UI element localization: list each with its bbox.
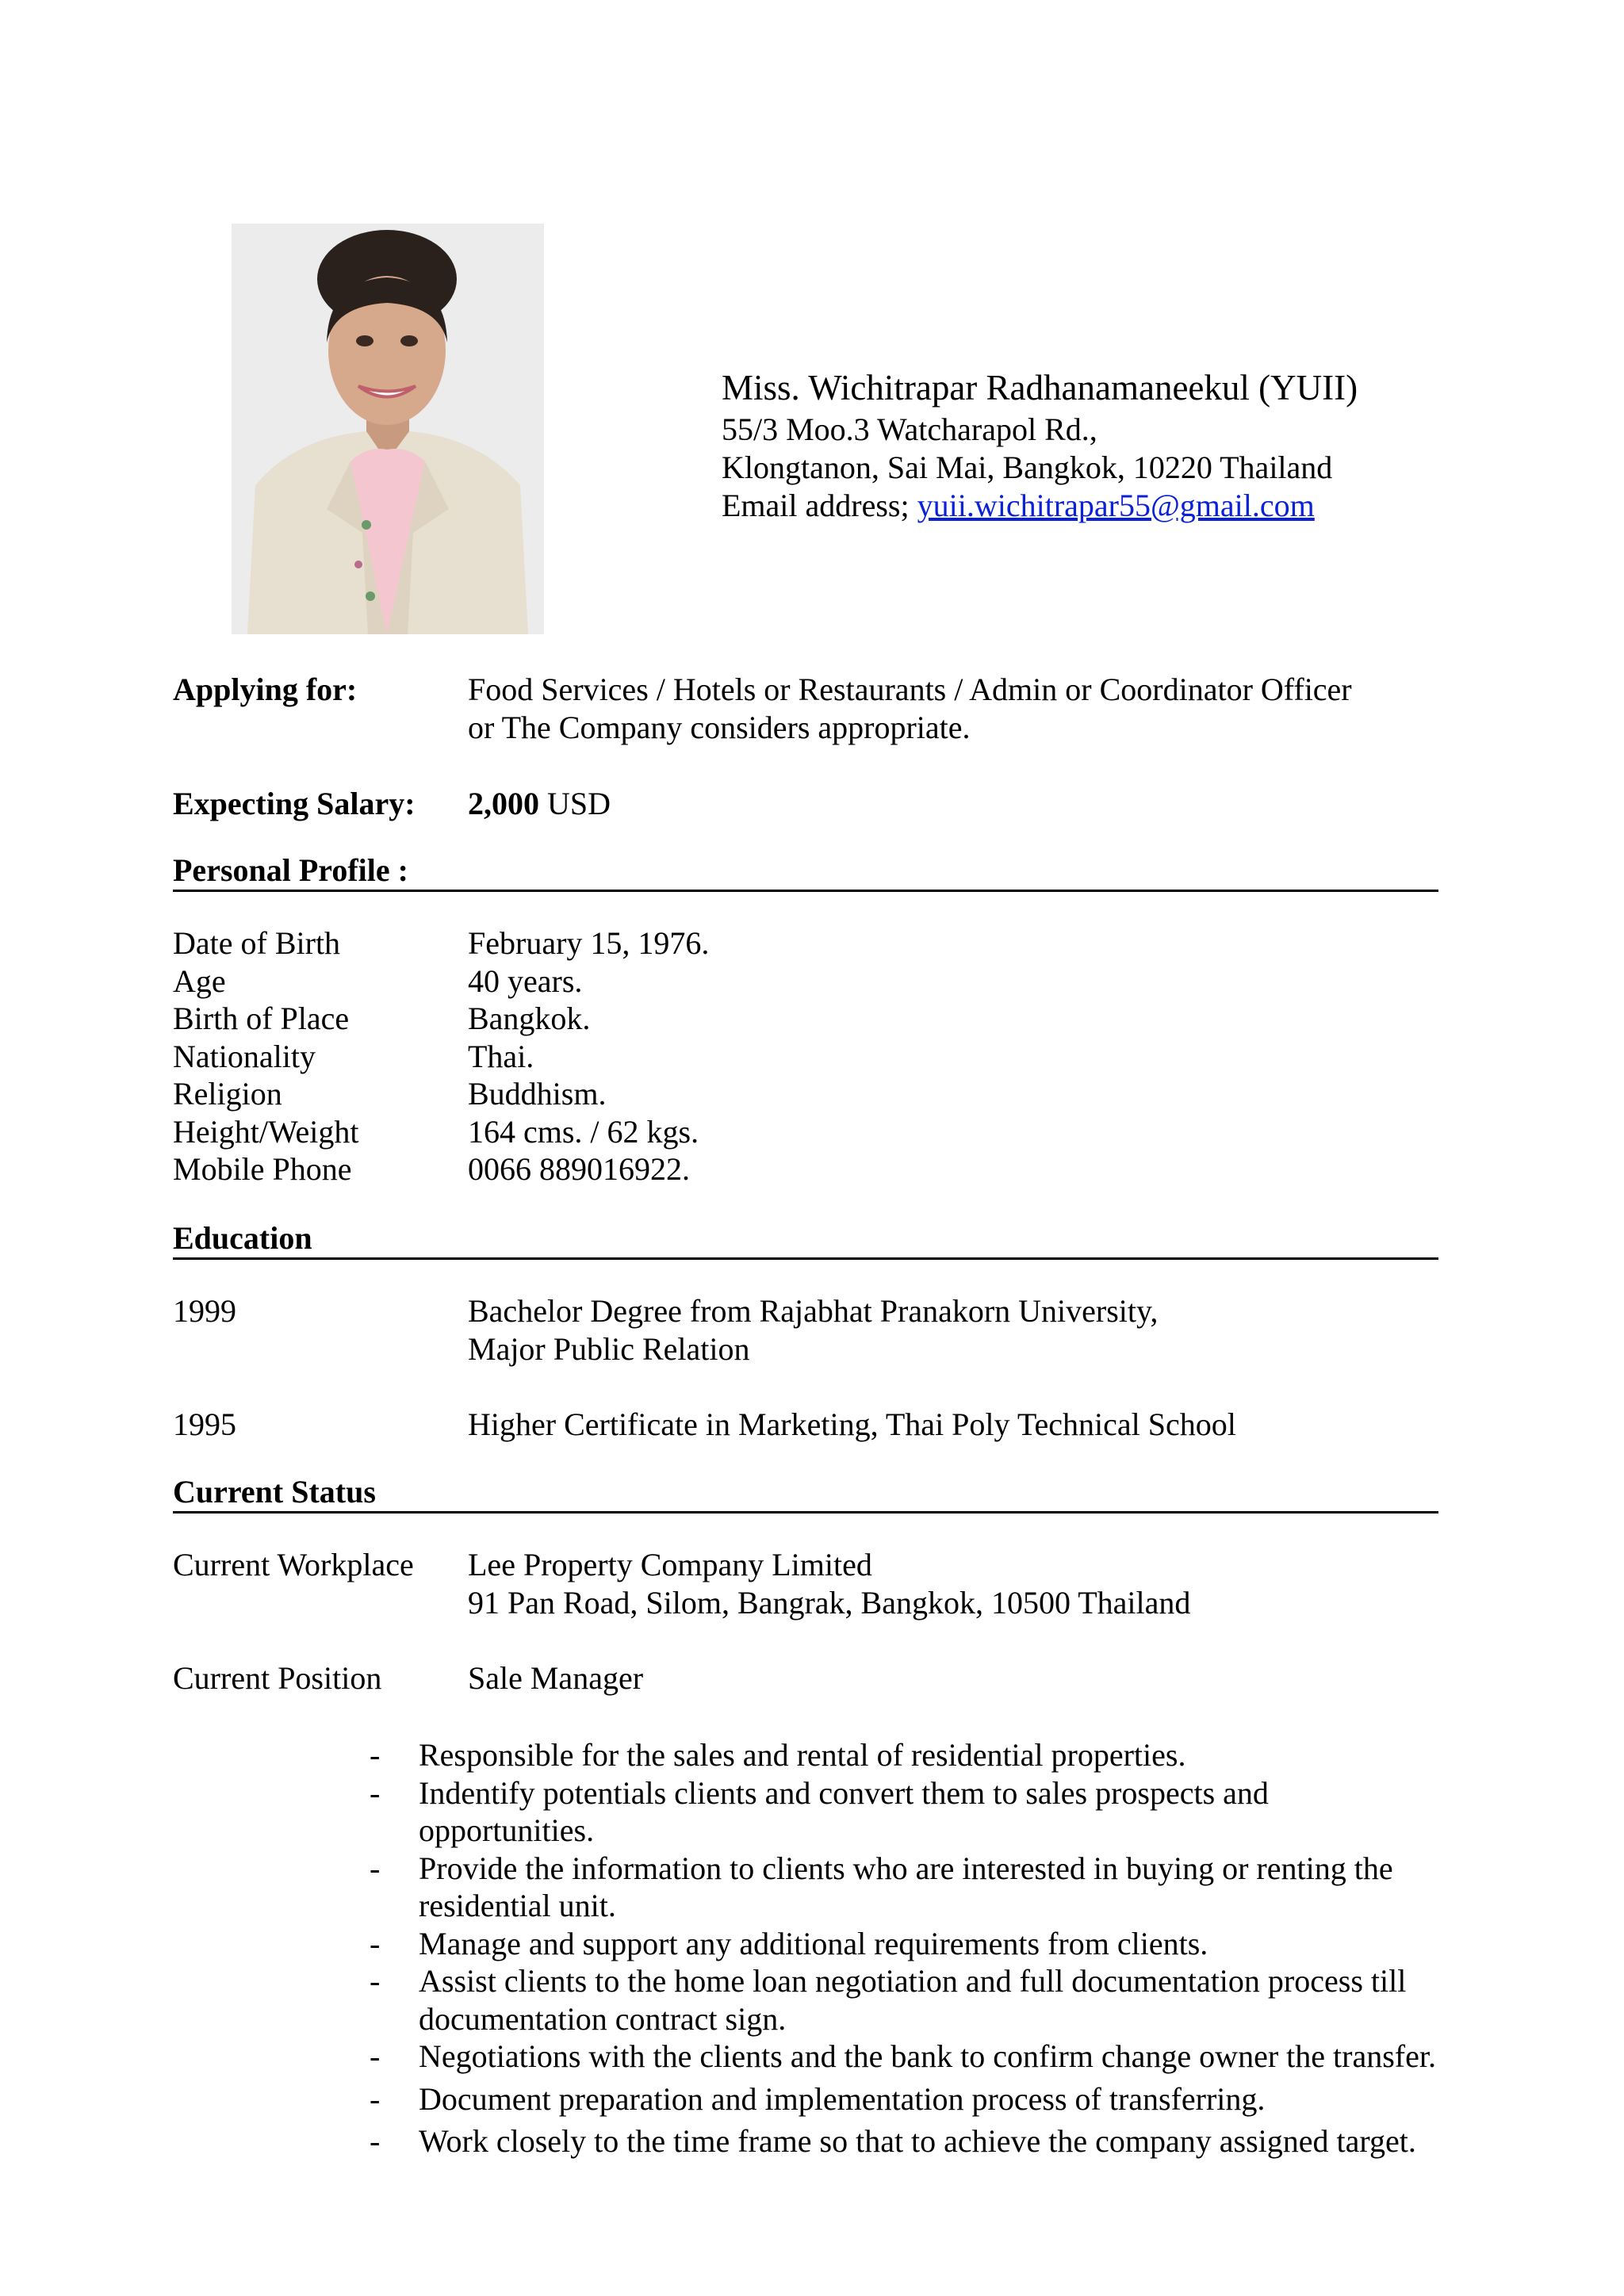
position-value: Sale Manager [468, 1660, 644, 1696]
duty-text: Manage and support any additional requirements from clients. [419, 1925, 1208, 1961]
email-line [722, 487, 1358, 525]
profile-label: Birth of Place [173, 1001, 350, 1036]
profile-label: Date of Birth [173, 925, 341, 961]
duty-item [370, 1736, 1480, 1774]
bullet-dash: - [370, 1925, 381, 1961]
profile-label: Age [173, 962, 226, 999]
profile-photo [232, 224, 544, 634]
bullet-dash: - [370, 1774, 381, 1811]
profile-value: February 15, 1976. [468, 925, 710, 961]
duty-text: Responsible for the sales and rental of residential properties. [419, 1737, 1186, 1773]
profile-value: 40 years. [468, 962, 583, 999]
workplace-label: Current Workplace [173, 1547, 414, 1582]
education-line-1: Higher Certificate in Marketing, Thai Poly Technical School [468, 1406, 1236, 1442]
workplace-line-2: 91 Pan Road, Silom, Bangrak, Bangkok, 10500 Thailand [468, 1585, 1191, 1621]
profile-value: Buddhism. [468, 1076, 607, 1112]
applicant-name: Miss. Wichitrapar Radhanamaneekul (YUII) [722, 368, 1358, 408]
bullet-dash: - [370, 2038, 381, 2074]
address-line-1: 55/3 Moo.3 Watcharapol Rd., [722, 411, 1097, 447]
duty-text-cont: documentation contract sign. [419, 2000, 787, 2037]
bullet-dash: - [370, 1850, 381, 1886]
position-label: Current Position [173, 1660, 382, 1696]
section-education [173, 1219, 1438, 1260]
duties-list [370, 1736, 1480, 2160]
profile-label: Nationality [173, 1038, 316, 1074]
applying-label: Applying for: [173, 672, 358, 707]
salary-label: Expecting Salary: [173, 786, 416, 821]
duty-text: Document preparation and implementation process of transferring. [419, 2080, 1266, 2117]
profile-value: Thai. [468, 1038, 534, 1074]
applying-line-1: Food Services / Hotels or Restaurants / Admin or Coordinator Officer [468, 672, 1352, 707]
duty-text: Negotiations with the clients and the bank to confirm change owner the transfer. [419, 2038, 1436, 2074]
education-year: 1999 [173, 1293, 236, 1329]
duty-text: Indentify potentials clients and convert them to sales prospects and [419, 1774, 1269, 1811]
salary-currency: USD [539, 786, 611, 821]
bullet-dash: - [370, 1737, 381, 1773]
duty-item [370, 2122, 1480, 2160]
bullet-dash: - [370, 1963, 381, 1999]
profile-label: Height/Weight [173, 1113, 359, 1150]
applying-line-2: or The Company considers appropriate. [468, 710, 971, 745]
bullet-dash: - [370, 2080, 381, 2117]
address-line-2: Klongtanon, Sai Mai, Bangkok, 10220 Thailand [722, 450, 1333, 485]
salary-value [468, 785, 611, 823]
section-title: Personal Profile : [173, 852, 408, 888]
bullet-dash: - [370, 2123, 381, 2159]
profile-value: 0066 889016922. [468, 1151, 690, 1187]
email-link[interactable]: yuii.wichitrapar55@gmail.com [917, 488, 1315, 523]
portrait-image [232, 224, 544, 634]
duty-item [370, 2038, 1480, 2076]
duty-item [370, 1774, 1480, 1850]
duty-text: Work closely to the time frame so that to achieve the company assigned target. [419, 2123, 1416, 2159]
duty-item [370, 2080, 1480, 2118]
duty-item [370, 1850, 1480, 1925]
section-personal-profile [173, 851, 1438, 892]
profile-value: Bangkok. [468, 1001, 591, 1036]
section-current-status [173, 1473, 1438, 1513]
education-year: 1995 [173, 1406, 236, 1442]
workplace-line-1: Lee Property Company Limited [468, 1547, 872, 1582]
education-line-1: Bachelor Degree from Rajabhat Pranakorn University, [468, 1293, 1159, 1329]
profile-label: Religion [173, 1076, 282, 1112]
profile-value: 164 cms. / 62 kgs. [468, 1113, 699, 1150]
duty-item [370, 1925, 1480, 1963]
duty-text-cont: residential unit. [419, 1888, 616, 1923]
section-title: Current Status [173, 1474, 376, 1510]
duty-text-cont: opportunities. [419, 1812, 595, 1848]
salary-amount: 2,000 [468, 786, 539, 821]
section-title: Education [173, 1220, 312, 1256]
contact-header [722, 365, 1358, 525]
education-line-2: Major Public Relation [468, 1331, 750, 1367]
profile-label: Mobile Phone [173, 1151, 352, 1187]
duty-text: Provide the information to clients who are interested in buying or renting the [419, 1850, 1393, 1886]
duty-text: Assist clients to the home loan negotiation and full documentation process till [419, 1963, 1407, 1999]
duty-item [370, 1962, 1480, 2038]
email-label: Email address; [722, 488, 917, 523]
